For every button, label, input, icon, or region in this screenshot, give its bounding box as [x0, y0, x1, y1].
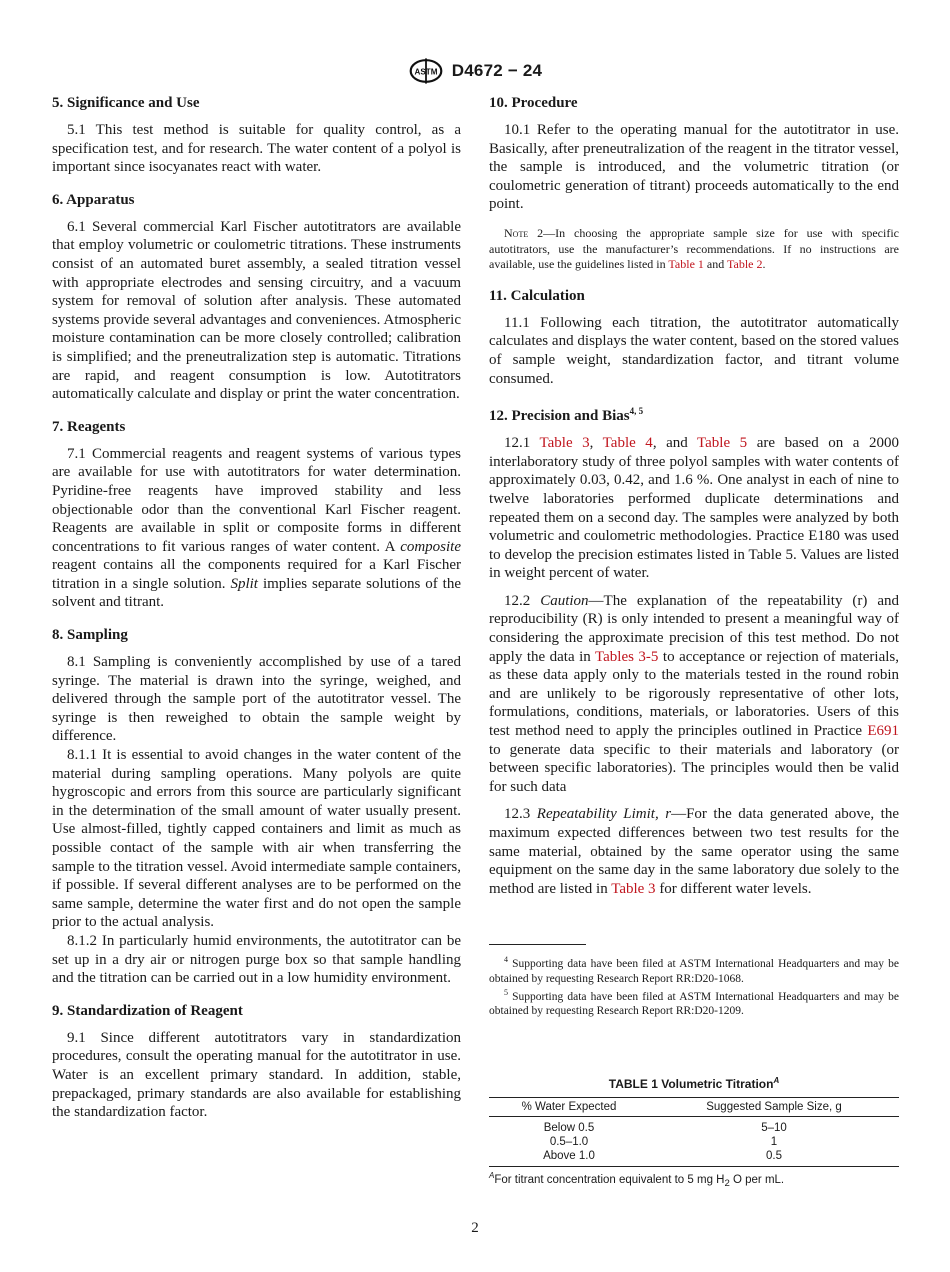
left-column: [52, 92, 461, 1136]
section-5-title: 5. Significance and Use: [52, 95, 200, 111]
cell-water: 0.5–1.0: [549, 1136, 589, 1148]
table-2-link[interactable]: Table 2: [727, 257, 763, 272]
section-7-title: 7. Reagents: [52, 418, 126, 435]
para-12-3: 12.3 Repeatability Limit, r—For the data generated above, the maximum expected differences between two test results for the same material, obtained by the same operator using the same equipment on the same day in the same laboratory due solely to the method are listed in Table 3 for different water levels.: [489, 806, 899, 897]
cell-size: 5–10: [761, 1122, 787, 1134]
cell-size: 1: [770, 1136, 778, 1148]
table-header: [489, 1097, 899, 1117]
section-10: [489, 94, 899, 273]
table-row: [489, 1135, 899, 1149]
section-11-title: 11. Calculation: [489, 287, 585, 304]
para-9-1: 9.1 Since different autotitrators vary in standardization procedures, consult the operating manual for the autotitrator in use. Water is an excellent primary standard. In addition, stable, prepackaged, primary standards are also available for establishing the standardization factor.: [52, 1029, 461, 1121]
para-11-1: 11.1 Following each titration, the autotitrator automatically calculates and displays the water content, based on the stored values of sample weight, standardization factor, and titrant volume consumed.: [489, 314, 899, 387]
table-1-link[interactable]: Table 1: [668, 257, 704, 272]
section-5: [52, 94, 461, 177]
section-7: [52, 418, 461, 612]
table-1-title: TABLE 1 Volumetric Titration$^A$: [608, 1076, 780, 1091]
standard-designation: D4672 − 24: [451, 61, 543, 80]
para-8-1-1: 8.1.1 It is essential to avoid changes in the water content of the material during sampling operations. Many polyols are quite hygroscopic and errors from this source are particularly significant in the determination of the small amount of water usually present. Use almost-filled, tightly capped containers and limit as much as possible contact of the sample with air when transferring the sample to the titration vessel. Avoid intermediate sample containers, if possible. If several different analyses are to be performed on the same sample, determine the water first and do not open the sample prior to the actual analysis.: [52, 747, 461, 931]
table-row: [489, 1121, 899, 1135]
cell-water: Below 0.5: [543, 1122, 595, 1134]
right-column: [489, 92, 899, 1019]
section-11: [489, 287, 899, 388]
tables-3-5-link[interactable]: Tables 3-5: [595, 648, 659, 665]
note-2: Note 2—In choosing the appropriate sample size for use with specific autotitrators, use the manufacturer’s recommendations. If no instructions are available, use the guidelines listed in Table 1 and Table 2.: [489, 225, 900, 272]
para-8-1-2: 8.1.2 In particularly humid environments, the autotitrator can be set up in a dry air or nitrogen purge box so that sample handling and the titration can be carried out in a low humidity environment.: [52, 932, 461, 987]
table-1: [489, 1076, 899, 1189]
cell-size: 0.5: [766, 1150, 782, 1162]
para-5-1: 5.1 This test method is suitable for quality control, as a specification test, and for research. The water content of a polyol is important since isocyanates react with water.: [52, 122, 461, 176]
column-header-water: % Water Expected: [521, 1101, 617, 1113]
table-3-link-2[interactable]: Table 3: [611, 880, 656, 897]
astm-logo-icon: [408, 57, 444, 85]
para-6-1: 6.1 Several commercial Karl Fischer autotitrators are available that employ volumetric or coulometric titrations. These instruments consist of an automated buret assembly, a sealed titration vessel with appropriate electrodes and sensing circuitry, and a vacuum system for removal of solution after analysis. These automated systems provide several advantages and conveniences. Atmospheric moisture contamination can be more closely controlled; calibration is simplified; and the preneutralization step is automatic. Titrations are rapid, and reagent consumption is low. Autotitrators automatically calculate and display or print the water concentration.: [52, 218, 461, 403]
para-8-1: 8.1 Sampling is conveniently accomplished by use of a tared syringe. The material is drawn into the syringe, weighed, and delivered through the sample port of the autotitrator vessel. The syringe is then reweighed to obtain the sample weight by difference.: [52, 654, 461, 745]
para-12-1: 12.1 Table 3, Table 4, and Table 5 are based on a 2000 interlaboratory study of three polyol samples with water contents of approximately 0.03, 0.42, and 1.6 %. One analyst in each of nine to twelve laboratories performed duplicate determinations and repeated them on a second day. The samples were analyzed by both volumetric and coulometric methodologies. Practice E180 was used to develop the precision estimates listed in Table 5. Values are listed in weight percent of water.: [489, 435, 899, 582]
section-12-title: 12. Precision and Bias$^{4, 5}$: [489, 406, 644, 425]
svg-text:ASTM: ASTM: [414, 67, 438, 77]
footnote-ref: 4, 5: [629, 406, 644, 417]
section-9: [52, 1002, 461, 1122]
page-number: 2: [471, 1220, 479, 1236]
cell-water: Above 1.0: [543, 1150, 595, 1162]
section-8-title: 8. Sampling: [52, 627, 128, 644]
page-header: [0, 56, 950, 86]
para-10-1: 10.1 Refer to the operating manual for the autotitrator in use. Basically, after preneutralization of the reagent in the titrator vessel, the sample is introduced, and the volumetric titration (or coulometric generation of titrant) proceeds automatically to the end point.: [489, 122, 899, 213]
footnote-4: $^4$ Supporting data have been filed at ASTM International Headquarters and may be obtained by requesting Research Report RR:D20-1068.: [489, 955, 899, 985]
section-6: [52, 191, 461, 404]
table-body: [489, 1117, 899, 1167]
section-6-title: 6. Apparatus: [52, 191, 135, 208]
column-header-size: Suggested Sample Size, g: [706, 1101, 842, 1113]
table-4-link[interactable]: Table 4: [602, 435, 653, 452]
section-10-title: 10. Procedure: [489, 95, 578, 111]
para-7-1: 7.1 Commercial reagents and reagent systems of various types are available for use with autotitrators for water determination. Pyridine-free reagents have improved stability and less objectionable odor than the conventional Karl Fischer reagent. Reagents are available in split or composite forms in different concentrations to fit various ranges of water content. A composite reagent contains all the components required for a Karl Fischer titration in a single solution. Split implies separate solutions of the solvent and titrant.: [52, 445, 462, 611]
table-3-link[interactable]: Table 3: [539, 435, 590, 452]
table-5-link[interactable]: Table 5: [697, 435, 748, 452]
footnote-5: $^5$ Supporting data have been filed at ASTM International Headquarters and may be obtained by requesting Research Report RR:D20-1209.: [489, 988, 899, 1018]
footnote-rule: [489, 944, 586, 945]
e691-link[interactable]: E691: [867, 723, 899, 740]
para-12-2: 12.2 Caution—The explanation of the repeatability (r) and reproducibility (R) is only intended to present a meaningful way of considering the approximate precision of this test method. Do not apply the data in Tables 3-5 to acceptance or rejection of materials, as these data apply only to the materials tested in the round robin and are unlikely to be rigorously representative of other lots, formulations, conditions, materials, or laboratories. Users of this test method need to apply the principles outlined in Practice E691 to generate data specific to their materials and laboratory (or between specific laboratories). The principles would then be valid for such data: [489, 592, 899, 795]
section-9-title: 9. Standardization of Reagent: [52, 1002, 243, 1019]
section-8: [52, 626, 461, 988]
section-12: [489, 402, 899, 898]
table-row: [489, 1149, 899, 1163]
table-1-footnote: $^A$For titrant concentration equivalent to 5 mg $H_2$ O per mL.: [489, 1171, 785, 1190]
